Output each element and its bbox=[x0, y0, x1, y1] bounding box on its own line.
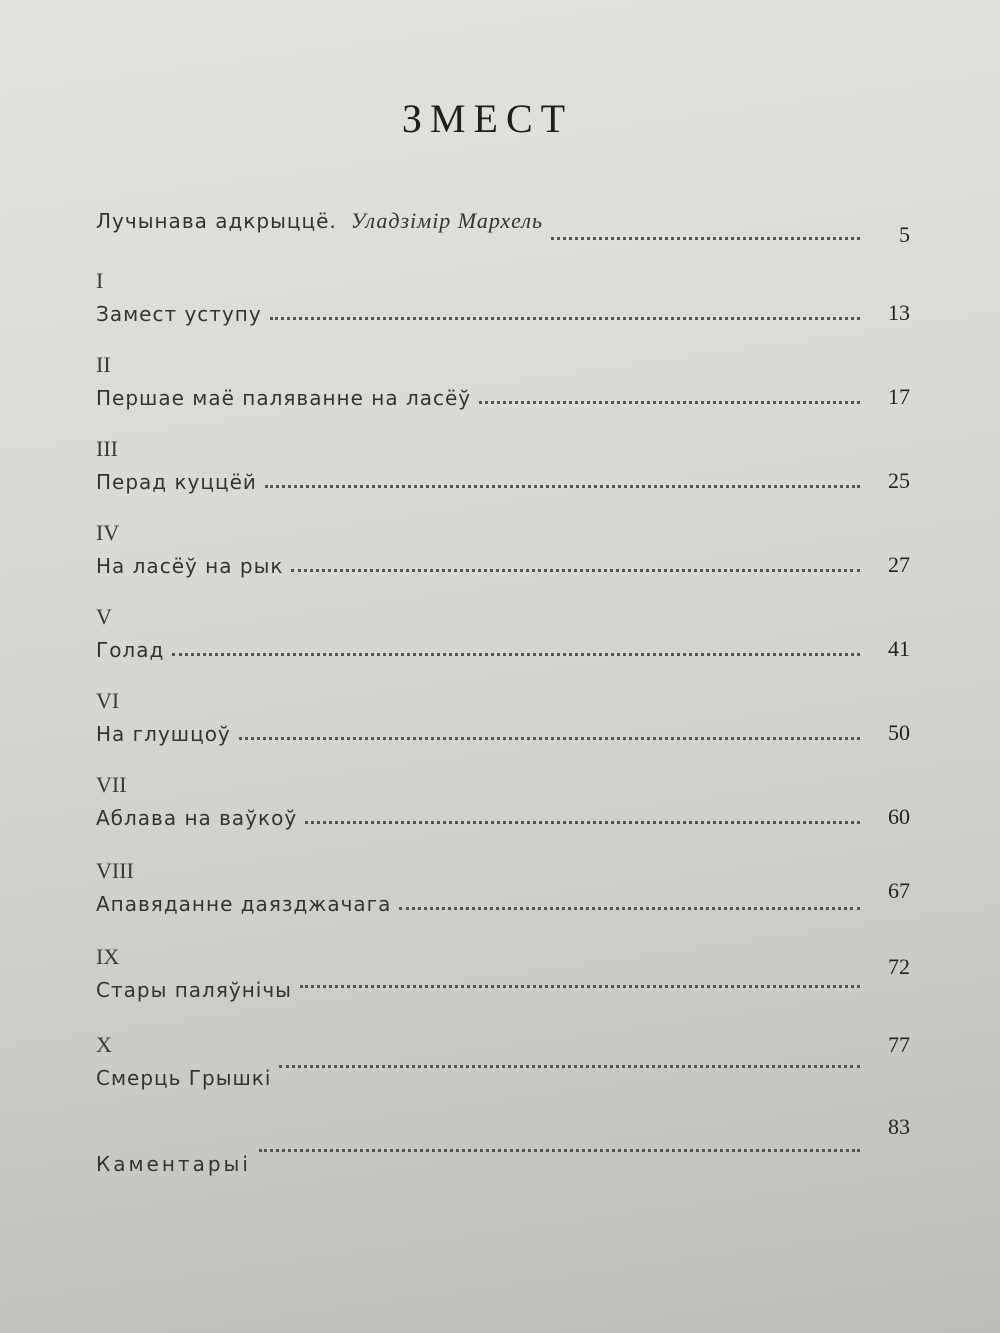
toc-entry-comments bbox=[96, 1114, 910, 1210]
chapter-title: Замест уступу bbox=[96, 302, 262, 326]
dot-leader bbox=[479, 400, 860, 404]
dot-leader bbox=[305, 820, 860, 824]
dot-leader bbox=[239, 736, 860, 740]
page-title: ЗМЕСТ bbox=[401, 96, 574, 141]
chapter-numeral: IX bbox=[96, 944, 120, 969]
dot-leader bbox=[279, 1064, 860, 1068]
toc-entry bbox=[96, 268, 910, 358]
chapter-title: Перад куццёй bbox=[96, 470, 257, 494]
chapter-numeral: IV bbox=[96, 520, 120, 545]
chapter-title: На глушцоў bbox=[96, 722, 231, 746]
dot-leader bbox=[265, 484, 860, 488]
toc-entry bbox=[96, 944, 910, 1034]
chapter-numeral: VIII bbox=[96, 858, 134, 883]
chapter-numeral: V bbox=[96, 604, 112, 629]
toc-page-number: 41 bbox=[888, 636, 910, 661]
chapter-title: Смерць Грышкі bbox=[96, 1066, 272, 1090]
intro-title: Лучынава адкрыццё. bbox=[96, 209, 337, 233]
dot-leader bbox=[551, 236, 860, 240]
chapter-numeral: I bbox=[96, 268, 104, 293]
chapter-title: Аблава на ваўкоў bbox=[96, 806, 298, 830]
intro-author: Уладзімір Мархель bbox=[350, 208, 543, 233]
toc-entry bbox=[96, 688, 910, 778]
toc-entry-title bbox=[96, 208, 543, 234]
toc-entry bbox=[96, 352, 910, 442]
chapter-numeral: III bbox=[96, 436, 118, 461]
dot-leader bbox=[270, 316, 860, 320]
toc-entry bbox=[96, 772, 910, 862]
toc-page-number: 25 bbox=[888, 468, 910, 493]
dot-leader bbox=[399, 906, 860, 910]
toc-page-number: 83 bbox=[888, 1114, 910, 1139]
chapter-title: Стары паляўнічы bbox=[96, 978, 292, 1002]
toc-entry-intro bbox=[96, 178, 910, 268]
chapter-numeral: X bbox=[96, 1032, 112, 1057]
toc-entry bbox=[96, 604, 910, 694]
chapter-title: На ласёў на рык bbox=[96, 554, 284, 578]
dot-leader bbox=[172, 652, 860, 656]
toc-page-number: 60 bbox=[888, 804, 910, 829]
dot-leader bbox=[291, 568, 860, 572]
chapter-title: Апавяданне даязджачага bbox=[96, 892, 392, 916]
toc-page-number: 77 bbox=[888, 1032, 910, 1057]
toc-entry bbox=[96, 520, 910, 610]
chapter-title: Першае маё паляванне на ласёў bbox=[96, 386, 472, 410]
comments-title: Каментарыі bbox=[96, 1152, 251, 1176]
toc-page-number: 67 bbox=[888, 878, 910, 903]
toc-page-number: 27 bbox=[888, 552, 910, 577]
toc-page-number: 50 bbox=[888, 720, 910, 745]
chapter-title: Голад bbox=[96, 638, 165, 662]
toc-entry bbox=[96, 436, 910, 526]
dot-leader bbox=[300, 984, 860, 988]
toc-entry bbox=[96, 858, 910, 948]
toc-entry bbox=[96, 1032, 910, 1122]
chapter-numeral: VII bbox=[96, 772, 127, 797]
dot-leader bbox=[259, 1148, 860, 1152]
chapter-numeral: II bbox=[96, 352, 111, 377]
toc-page-number: 5 bbox=[899, 222, 910, 247]
chapter-numeral: VI bbox=[96, 688, 120, 713]
toc-page-number: 13 bbox=[888, 300, 910, 325]
toc-page-number: 17 bbox=[888, 384, 910, 409]
toc-page-number: 72 bbox=[888, 954, 910, 979]
